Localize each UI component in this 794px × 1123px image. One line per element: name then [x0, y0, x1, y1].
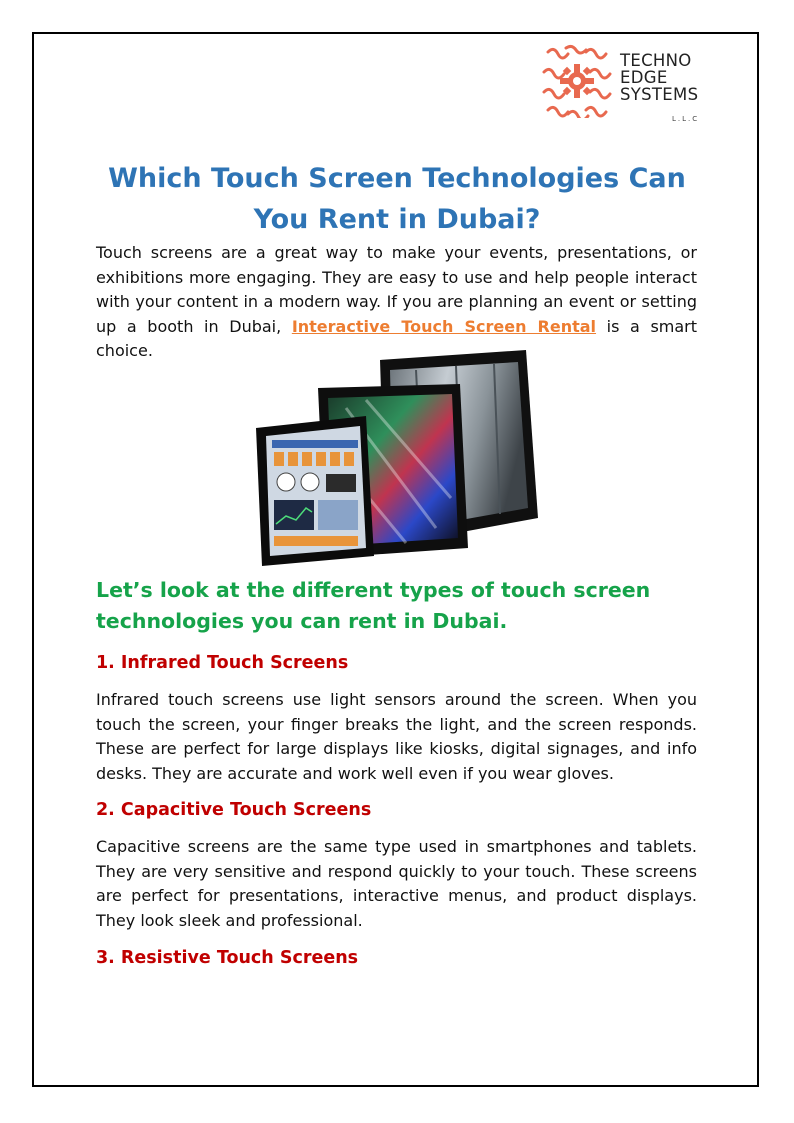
section-body-capacitive: Capacitive screens are the same type used in smartphones and tablets. They are very sensitive and respond quickly to your touch. These screens are perfect for presentations, interactive menus, and product displays. They look sleek and professional. — [96, 837, 697, 930]
section-heading-infrared: 1. Infrared Touch Screens — [96, 653, 349, 673]
section-body-infrared: Infrared touch screens use light sensors around the screen. When you touch the screen, your finger breaks the light, and the screen responds. These are perfect for large displays like kiosks, digital signages, and info desks. They are accurate and work well even if you wear gloves. — [96, 690, 697, 783]
rental-link[interactable]: Interactive Touch Screen Rental — [291, 316, 597, 336]
touch-screen-monitors-image — [256, 348, 540, 566]
intro-text-before: Touch screens are a great way to make your events, presentations, or exhibitions more engaging. They are easy to use and help people interact with your content in a modern way. If you are planning an event or setting up a booth in Dubai, — [96, 243, 697, 336]
section-intro-heading: Let’s look at the different types of touch screen technologies you can rent in Dubai. — [96, 578, 651, 633]
logo-suffix: L.L.C — [672, 115, 700, 123]
logo-emblem-icon — [540, 44, 614, 118]
section-heading-resistive: 3. Resistive Touch Screens — [96, 948, 359, 968]
logo-line-3: SYSTEMS — [620, 85, 699, 104]
intro-text-after: is a smart choice. — [96, 316, 698, 360]
page-title: Which Touch Screen Technologies Can You Rent in Dubai? — [108, 163, 686, 235]
logo-line-1: TECHNO — [620, 51, 692, 70]
company-logo — [540, 44, 710, 122]
intro-paragraph — [96, 241, 697, 364]
logo-line-2: EDGE — [620, 68, 668, 87]
section-heading-capacitive: 2. Capacitive Touch Screens — [96, 800, 372, 820]
